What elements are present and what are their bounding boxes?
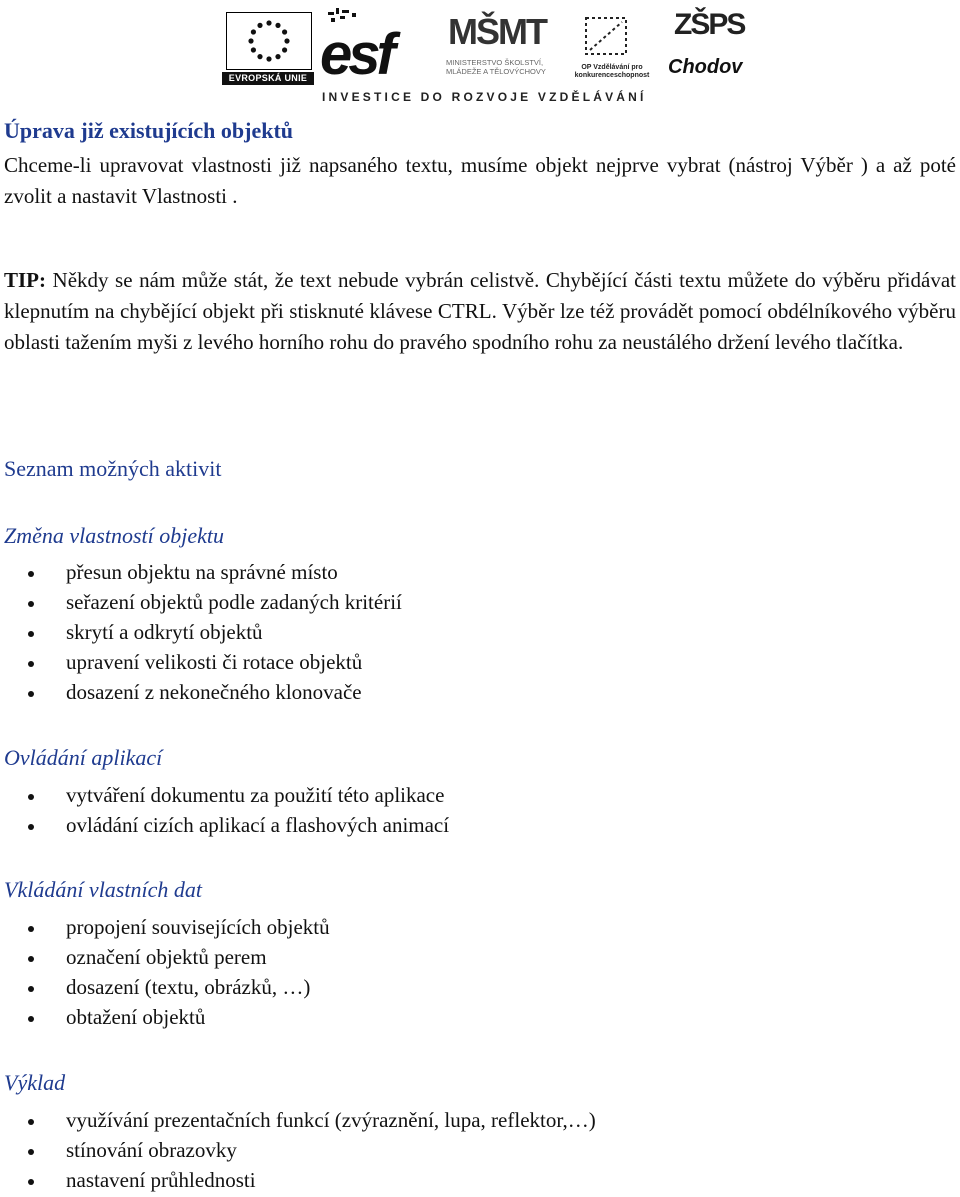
investice-slogan: INVESTICE DO ROZVOJE VZDĚLÁVÁNÍ (322, 90, 647, 104)
msmt-mark: MŠMT (448, 11, 546, 52)
op-text: OP Vzdělávání pro konkurenceschopnost (574, 64, 650, 79)
tip-text: Někdy se nám může stát, že text nebude vybrán celistvě. Chybějící části textu můžete do výběru přidávat klepnutím na chybějící objekt při stisknuté klávese CTRL. Výběr lze též provádět pomocí obdélníkového výběru oblasti tažením myši z levého horního rohu do pravého spodního rohu za neustálého držení levého tlačítka. (4, 268, 956, 354)
school-logo (668, 8, 745, 88)
intro-paragraph: Chceme-li upravovat vlastnosti již napsaného textu, musíme objekt nejprve vybrat (nástroj Výběr ) a až poté zvolit a nastavit Vlastnosti . (4, 153, 956, 208)
list-apps (0, 780, 449, 840)
list-item: přesun objektu na správné místo (0, 557, 402, 587)
list-item: využívání prezentačních funkcí (zvýraznění, lupa, reflektor,…) (0, 1105, 596, 1135)
bullet-icon (28, 824, 34, 830)
bullet-icon (28, 956, 34, 962)
tip-label: TIP: (4, 268, 46, 292)
bullet-icon (28, 661, 34, 667)
esf-logo (320, 8, 412, 86)
list-item: ovládání cizích aplikací a flashových animací (0, 810, 449, 840)
eu-caption: EVROPSKÁ UNIE (222, 72, 314, 85)
tip-paragraph (4, 265, 956, 358)
msmt-logo (446, 12, 546, 84)
op-dotted-square-icon (582, 14, 630, 58)
list-explanation (0, 1105, 596, 1195)
list-item: skrytí a odkrytí objektů (0, 617, 402, 647)
esf-wordmark: esf (320, 22, 392, 87)
op-logo (562, 14, 662, 86)
bullet-icon (28, 986, 34, 992)
group-heading-explanation: Výklad (4, 1070, 66, 1095)
list-item: upravení velikosti či rotace objektů (0, 647, 402, 677)
school-mark: ZŠPS (674, 8, 745, 41)
bullet-icon (28, 571, 34, 577)
bullet-icon (28, 1016, 34, 1022)
bullet-icon (28, 1119, 34, 1125)
msmt-text: MINISTERSTVO ŠKOLSTVÍ, MLÁDEŽE A TĚLOVÝCHOVY (446, 58, 546, 76)
bullet-icon (28, 691, 34, 697)
school-name: Chodov (668, 56, 743, 78)
list-item: vytváření dokumentu za použití této aplikace (0, 780, 449, 810)
list-item: nastavení průhlednosti (0, 1165, 596, 1195)
group-heading-apps: Ovládání aplikací (4, 745, 163, 770)
bullet-icon (28, 794, 34, 800)
bullet-icon (28, 1149, 34, 1155)
bullet-icon (28, 601, 34, 607)
list-properties (0, 557, 402, 707)
bullet-icon (28, 926, 34, 932)
list-data (0, 912, 330, 1032)
list-item: obtažení objektů (0, 1002, 330, 1032)
group-heading-data: Vkládání vlastních dat (4, 877, 202, 902)
list-item: stínování obrazovky (0, 1135, 596, 1165)
logo-banner (222, 8, 745, 108)
list-item: propojení souvisejících objektů (0, 912, 330, 942)
group-heading-properties: Změna vlastností objektu (4, 523, 224, 548)
list-item: dosazení z nekonečného klonovače (0, 677, 402, 707)
bullet-icon (28, 631, 34, 637)
list-item: dosazení (textu, obrázků, …) (0, 972, 330, 1002)
activities-title: Seznam možných aktivit (4, 456, 222, 481)
list-item: označení objektů perem (0, 942, 330, 972)
bullet-icon (28, 1179, 34, 1185)
eu-logo (222, 12, 314, 84)
section-title: Úprava již existujících objektů (4, 118, 294, 143)
list-item: seřazení objektů podle zadaných kritérií (0, 587, 402, 617)
eu-flag-icon (226, 12, 312, 70)
